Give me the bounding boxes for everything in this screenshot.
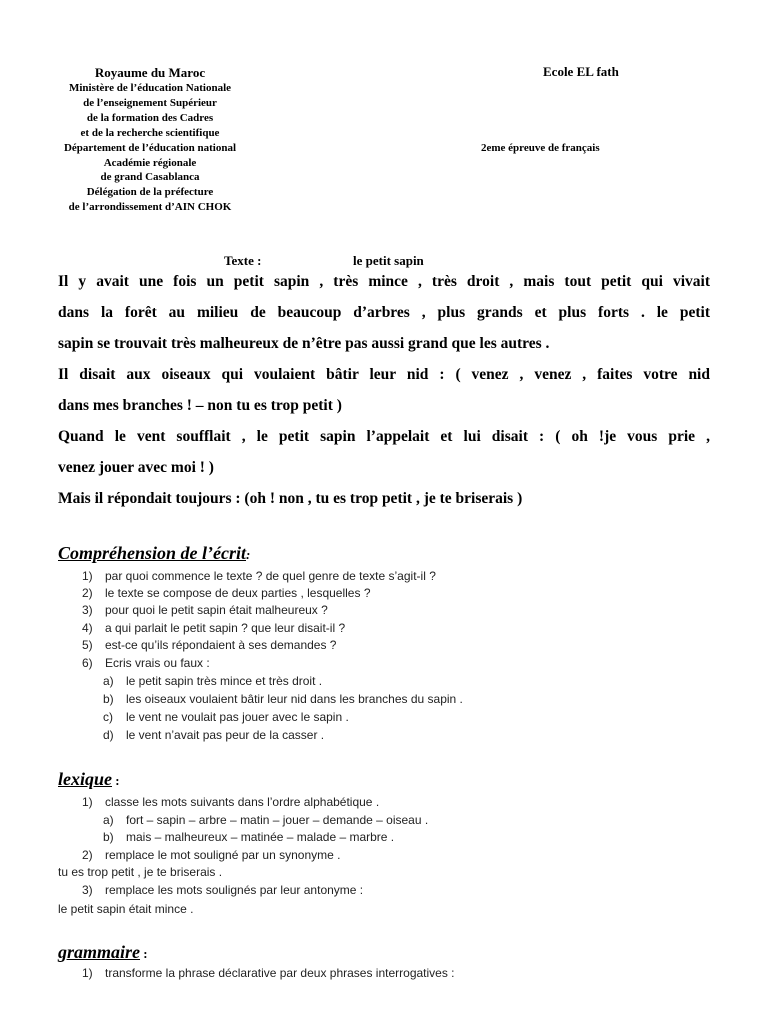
passage-line: venez jouer avec moi ! ) xyxy=(58,459,214,476)
passage-line: Il y avait une fois un petit sapin , très mince , très droit , mais tout petit qui vivait xyxy=(58,273,710,290)
question-item xyxy=(82,794,379,810)
passage-line: Il disait aux oiseaux qui voulaient bâtir leur nid : ( venez , venez , faites votre nid xyxy=(58,366,710,383)
question-number: 1) xyxy=(82,966,93,980)
question-text: a qui parlait le petit sapin ? que leur disait-il ? xyxy=(105,621,346,635)
passage-line: dans mes branches ! – non tu es trop petit ) xyxy=(58,397,342,414)
question-number: 6) xyxy=(82,656,93,670)
header-line: Ministère de l’éducation Nationale xyxy=(68,82,232,94)
sub-question-letter: a) xyxy=(103,674,114,688)
question-number: 5) xyxy=(82,638,93,652)
header-line: Département de l’éducation national xyxy=(63,141,236,154)
sub-question-letter: a) xyxy=(103,813,114,827)
lexique-heading xyxy=(58,769,120,790)
lexique-colon: : xyxy=(112,773,120,788)
exam-title: 2eme épreuve de français xyxy=(481,142,600,154)
grammaire-title: grammaire xyxy=(58,942,141,962)
header-line: Délégation de la préfecture xyxy=(86,186,214,199)
question-text: le texte se compose de deux parties , lesquelles ? xyxy=(105,586,371,600)
sub-question-item xyxy=(103,727,324,743)
passage-line: dans la forêt au milieu de beaucoup d’arbres , plus grands et plus forts . le petit xyxy=(58,304,710,321)
sub-question-letter: b) xyxy=(103,692,114,706)
header-line: de grand Casablanca xyxy=(100,171,200,184)
question-number: 2) xyxy=(82,848,93,862)
header-line: de la formation des Cadres xyxy=(86,111,214,124)
question-number: 1) xyxy=(82,569,93,583)
sub-question-letter: b) xyxy=(103,830,114,844)
sub-question-item xyxy=(103,812,428,828)
sub-question-text: le vent n’avait pas peur de la casser . xyxy=(126,728,325,742)
sub-question-item xyxy=(103,709,349,725)
question-text: par quoi commence le texte ? de quel genre de texte s’agit-il ? xyxy=(105,569,436,583)
country-name: Royaume du Maroc xyxy=(94,65,206,80)
question-item xyxy=(82,602,328,618)
question-text: transforme la phrase déclarative par deux phrases interrogatives : xyxy=(105,966,455,980)
question-item xyxy=(82,847,340,863)
question-number: 3) xyxy=(82,883,93,897)
question-item xyxy=(82,965,455,981)
question-item xyxy=(82,637,336,653)
sub-question-item xyxy=(103,829,394,845)
question-item xyxy=(82,568,436,584)
question-item xyxy=(82,882,363,898)
comprehension-title: Compréhension de l’écrit xyxy=(58,543,246,563)
question-item xyxy=(82,655,210,671)
question-number: 4) xyxy=(82,621,93,635)
sub-question-letter: d) xyxy=(103,728,114,742)
sub-question-item xyxy=(103,691,463,707)
text-label: Texte : xyxy=(224,253,262,268)
sub-question-item xyxy=(103,673,322,689)
question-number: 1) xyxy=(82,795,93,809)
ministry-header xyxy=(30,64,270,215)
header-line: de l’enseignement Supérieur xyxy=(83,96,217,109)
sub-question-text: les oiseaux voulaient bâtir leur nid dans les branches du sapin . xyxy=(126,692,463,706)
passage-line: sapin se trouvait très malheureux de n’être pas aussi grand que les autres . xyxy=(58,335,550,352)
sub-question-letter: c) xyxy=(103,710,113,724)
passage-line: Quand le vent soufflait , le petit sapin l’appelait et lui disait : ( oh !je vous prie , xyxy=(58,428,710,445)
header-line: et de la recherche scientifique xyxy=(80,126,220,139)
comprehension-colon: : xyxy=(246,547,251,562)
question-text: classe les mots suivants dans l’ordre alphabétique . xyxy=(105,795,380,809)
text-title: le petit sapin xyxy=(353,253,424,268)
question-number: 2) xyxy=(82,586,93,600)
sub-question-text: le vent ne voulait pas jouer avec le sapin . xyxy=(126,710,349,724)
lexique-title: lexique xyxy=(58,769,112,789)
question-text: pour quoi le petit sapin était malheureux ? xyxy=(105,603,328,617)
reading-passage xyxy=(58,266,710,514)
exercise-sentence: le petit sapin était mince . xyxy=(58,902,194,916)
question-text: remplace les mots soulignés par leur antonyme : xyxy=(105,883,364,897)
header-line: Académie régionale xyxy=(103,156,197,169)
sub-question-text: le petit sapin très mince et très droit . xyxy=(126,674,323,688)
header-line: de l’arrondissement d’AIN CHOK xyxy=(68,201,232,214)
question-text: est-ce qu’ils répondaient à ses demandes ? xyxy=(105,638,337,652)
grammaire-heading xyxy=(58,942,148,963)
question-text: remplace le mot souligné par un synonyme . xyxy=(105,848,341,862)
comprehension-heading xyxy=(58,543,250,564)
question-item xyxy=(82,620,345,636)
question-number: 3) xyxy=(82,603,93,617)
sub-question-text: mais – malheureux – matinée – malade – marbre . xyxy=(126,830,395,844)
passage-line: Mais il répondait toujours : (oh ! non , tu es trop petit , je te briserais ) xyxy=(58,490,523,507)
sub-question-text: fort – sapin – arbre – matin – jouer – demande – oiseau . xyxy=(126,813,429,827)
exercise-sentence: tu es trop petit , je te briserais . xyxy=(58,865,223,879)
question-item xyxy=(82,585,371,601)
grammaire-colon: : xyxy=(140,946,148,961)
question-text: Ecris vrais ou faux : xyxy=(105,656,210,670)
school-name: Ecole EL fath xyxy=(543,64,619,79)
